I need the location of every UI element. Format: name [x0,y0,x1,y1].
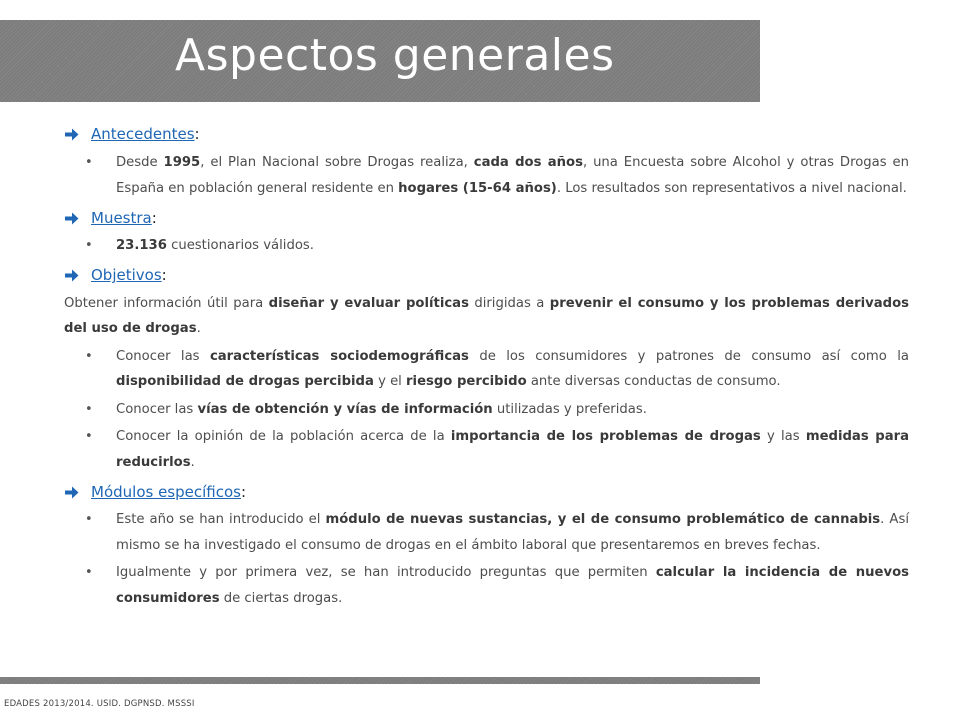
list-item: • Desde 1995, el Plan Nacional sobre Drogas realiza, cada dos años, una Encuesta sobre Alcohol y otras Drogas en España en población general residente en hogares (15-64 años). Los resultados son representativos a nivel nacional. [63,150,909,201]
arrow-bullet-icon [65,269,79,282]
bullet-dot-icon: • [85,429,93,444]
section-antecedentes [63,123,909,145]
section-colon: : [151,208,157,227]
section-label-link[interactable]: Antecedentes [91,124,195,143]
list-item: • Conocer la opinión de la población acerca de la importancia de los problemas de drogas y las medidas para reducirlos. [63,424,909,475]
section-objetivos [63,265,909,287]
section-colon: : [194,124,200,143]
list-item: • Este año se han introducido el módulo de nuevas sustancias, y el de consumo problemático de cannabis. Así mismo se ha investigado el consumo de drogas en el ámbito laboral que presentaremos en breves fechas. [63,507,909,558]
title-banner [0,20,760,102]
section-colon: : [161,266,167,284]
bullet-dot-icon: • [85,238,93,253]
list-item: • Conocer las vías de obtención y vías de información utilizadas y preferidas. [63,397,909,423]
bottom-divider-bar [0,677,760,684]
objetivos-intro: Obtener información útil para diseñar y evaluar políticas dirigidas a prevenir el consumo y los problemas derivados del uso de drogas. [64,295,909,336]
arrow-bullet-icon [65,212,79,225]
list-item: • Igualmente y por primera vez, se han introducido preguntas que permiten calcular la incidencia de nuevos consumidores de ciertas drogas. [63,560,909,611]
arrow-bullet-icon [65,128,79,141]
section-label-link[interactable]: Objetivos [91,266,162,284]
bullet-dot-icon: • [85,401,93,417]
arrow-bullet-icon [65,486,79,499]
section-muestra [63,207,909,229]
section-label-link[interactable]: Módulos específicos [91,482,241,501]
slide-title: Aspectos generales [175,30,615,81]
footer-source: EDADES 2013/2014. USID. DGPNSD. MSSSI [4,699,195,709]
bullet-dot-icon: • [85,348,93,364]
list-item: • Conocer las características sociodemográficas de los consumidores y patrones de consumo así como la disponibilidad de drogas percibida y el riesgo percibido ante diversas conductas de consumo. [63,344,909,395]
bullet-dot-icon: • [85,565,93,580]
bullet-dot-icon: • [85,155,93,170]
slide-content [63,120,909,611]
section-modulos [63,481,909,503]
list-item: • 23.136 cuestionarios válidos. [63,233,909,259]
bullet-dot-icon: • [85,512,93,527]
section-label-link[interactable]: Muestra [91,208,152,227]
section-colon: : [240,482,247,501]
